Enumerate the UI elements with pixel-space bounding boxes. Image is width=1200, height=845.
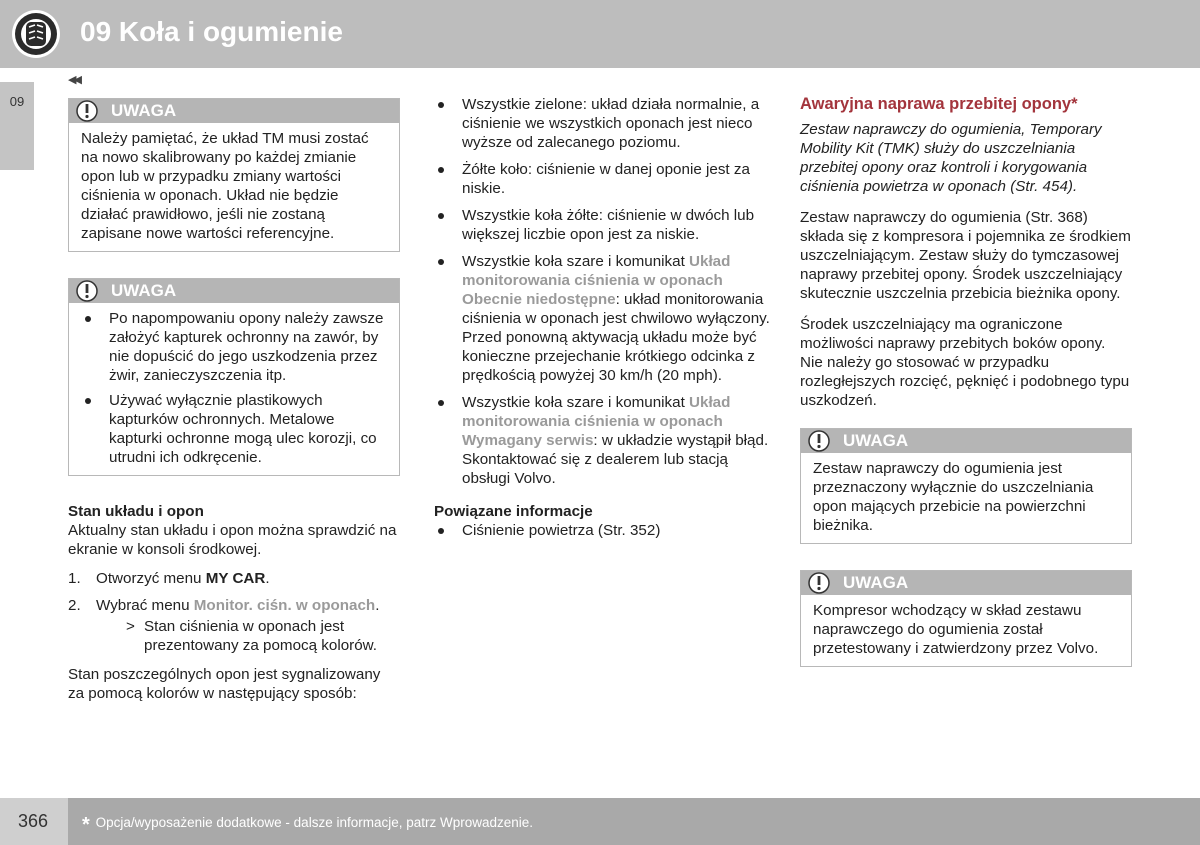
back-arrows-icon[interactable]: ◀◀ <box>68 74 79 86</box>
footer-note <box>82 814 533 837</box>
system-message: Układ monitorowania ciśnienia w oponach Wymagany serwis <box>462 394 731 449</box>
note-label: UWAGA <box>843 431 909 450</box>
note-header <box>69 279 399 303</box>
note-label: UWAGA <box>111 101 177 120</box>
footer-text: Opcja/wyposażenie dodatkowe - dalsze informacje, patrz Wprowadzenie. <box>95 815 534 830</box>
note-header <box>69 99 399 123</box>
list-item <box>434 393 770 488</box>
status-list <box>434 95 770 488</box>
footer-bar <box>68 798 1200 845</box>
column-left <box>68 98 400 703</box>
note-body <box>69 303 399 475</box>
info-icon <box>807 571 831 595</box>
intro-text: Zestaw naprawczy do ogumienia, Temporary Mobility Kit (TMK) służy do uszczelniania przebitej opony oraz kontroli i korygowania ciśnienia powietrza w oponach (Str. 454). <box>800 121 1102 195</box>
list-item <box>434 252 770 385</box>
column-middle <box>434 95 770 546</box>
note-label: UWAGA <box>843 573 909 592</box>
step-suffix: . <box>375 597 380 614</box>
chapter-title: 09 Koła i ogumienie <box>80 16 343 47</box>
column-right <box>800 95 1132 693</box>
system-message: Układ monitorowania ciśnienia w oponach Obecnie niedostępne <box>462 253 731 308</box>
related-list <box>434 521 770 540</box>
step-number: 2. <box>68 597 81 614</box>
page-number: 366 <box>18 811 49 831</box>
chapter-header <box>0 0 1200 68</box>
note-label: UWAGA <box>111 281 177 300</box>
warning-note <box>800 570 1132 667</box>
asterisk-mark: * <box>82 814 90 836</box>
step-item <box>68 596 400 655</box>
info-icon <box>75 279 99 303</box>
tire-icon <box>10 8 62 60</box>
item-text: Wszystkie koła szare i komunikat <box>462 253 690 270</box>
section-text: Aktualny stan układu i opon można sprawdzić na ekranie w konsoli środkowej. <box>68 522 397 558</box>
section-title: Stan układu i opon <box>68 503 204 520</box>
page-footer <box>0 798 1200 845</box>
note-header <box>801 571 1131 595</box>
list-item: Wszystkie koła żółte: ciśnienie w dwóch lub większej liczbie opon jest za niskie. <box>434 206 770 244</box>
section-heading: Awaryjna naprawa przebitej opony* <box>800 95 1078 113</box>
step-number: 1. <box>68 570 81 587</box>
step-suffix: . <box>265 570 270 587</box>
warning-note <box>800 428 1132 544</box>
note-text: Należy pamiętać, że układ TM musi zostać na nowo skalibrowany po każdej zmianie opon lub w przypadku zmiany wartości ciśnienia w oponach. Układ nie będzie działać prawidłowo, jeśli nie zostaną zapisane nowe wartości referencyjne. <box>81 130 369 242</box>
item-text: : układ monitorowania ciśnienia w oponach jest chwilowo wyłączony. Przed ponowną aktywacją układu może być konieczne przejechanie krótkiego odcinka z prędkością powyżej 30 km/h (20 mph). <box>462 291 770 384</box>
note-header <box>801 429 1131 453</box>
list-item: Po napompowaniu opony należy zawsze założyć kapturek ochronny na zawór, by nie dopuścić do jego uszkodzenia przez żwir, zanieczyszczenia itp. <box>81 309 387 385</box>
note-text: Kompresor wchodzący w skład zestawu naprawczego do ogumienia został przetestowany i zatwierdzony przez Volvo. <box>813 602 1099 657</box>
step-result <box>96 617 400 655</box>
related-title: Powiązane informacje <box>434 503 593 520</box>
paragraph: Środek uszczelniający ma ograniczone możliwości naprawy przebitych boków opony. Nie należy go stosować w przypadku rozległejszych rozcięć, pęknięć i podobnego typu uszkodzeń. <box>800 316 1130 409</box>
list-item: Używać wyłącznie plastikowych kapturków ochronnych. Metalowe kapturki ochronne mogą ulec korozji, co utrudni ich odkręcenie. <box>81 391 387 467</box>
info-icon <box>75 99 99 123</box>
note-text: Zestaw naprawczy do ogumienia jest przeznaczony wyłącznie do uszczelniania opon mających przebicie na powierzchni bieżnika. <box>813 460 1094 534</box>
chapter-side-tab[interactable]: 09 <box>0 82 34 170</box>
step-item <box>68 569 400 588</box>
warning-note <box>68 278 400 476</box>
menu-name: Monitor. ciśn. w oponach <box>193 597 376 614</box>
menu-name: MY CAR <box>205 570 266 587</box>
step-text: Otworzyć menu <box>96 570 206 587</box>
paragraph: Zestaw naprawczy do ogumienia (Str. 368) składa się z kompresora i pojemnika ze środkiem uszczelniającym. Zestaw służy do tymczasowej naprawy przebitej opony. Środek uszczelniający skutecznie uszczelnia przebicia bieżnika opony. <box>800 209 1131 302</box>
result-text: Stan ciśnienia w oponach jest prezentowany za pomocą kolorów. <box>144 618 378 654</box>
page-number-box <box>0 798 68 845</box>
result-marker: > <box>126 618 135 635</box>
list-item: Wszystkie zielone: układ działa normalnie, a ciśnienie we wszystkich oponach jest nieco wyższe od zalecanego poziomu. <box>434 95 770 152</box>
item-text: Wszystkie koła szare i komunikat <box>462 394 690 411</box>
info-icon <box>807 429 831 453</box>
note-bullet-list <box>81 309 387 467</box>
list-item: Żółte koło: ciśnienie w danej oponie jest za niskie. <box>434 160 770 198</box>
steps-list <box>68 569 400 655</box>
step-text: Wybrać menu <box>96 597 194 614</box>
item-text: : w układzie wystąpił błąd. Skontaktować się z dealerem lub stacją obsługi Volvo. <box>462 432 769 487</box>
related-link[interactable]: Ciśnienie powietrza (Str. 352) <box>434 521 770 540</box>
closing-text: Stan poszczególnych opon jest sygnalizowany za pomocą kolorów w następujący sposób: <box>68 666 381 702</box>
warning-note <box>68 98 400 252</box>
